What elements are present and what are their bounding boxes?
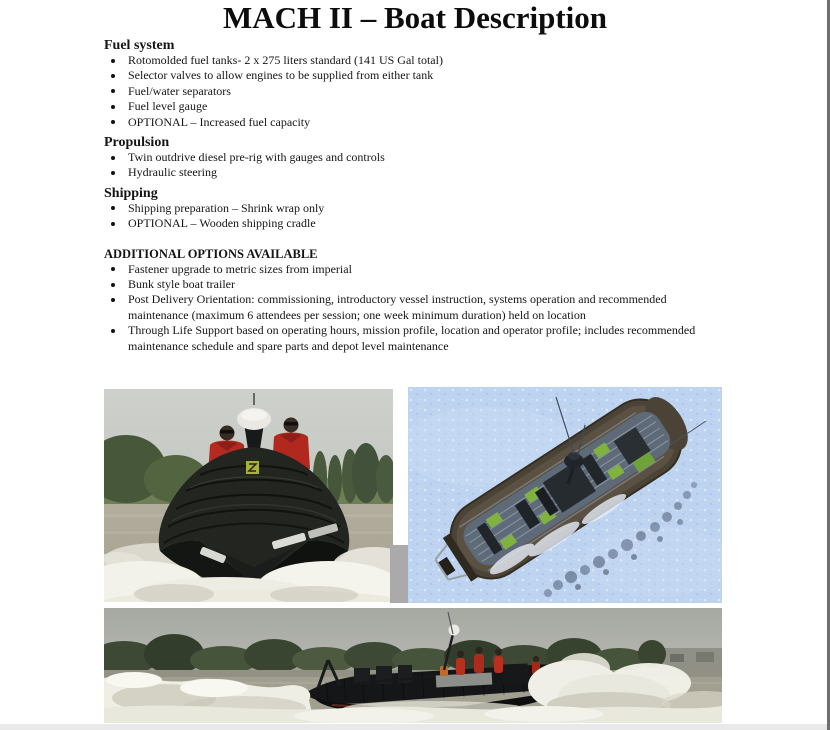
image-shadow-block bbox=[390, 545, 408, 603]
bullet-text: Fuel/water separators bbox=[128, 83, 231, 98]
bullet-icon bbox=[111, 89, 115, 93]
side-view-illustration bbox=[104, 608, 722, 723]
bullet-icon bbox=[111, 329, 115, 333]
list-item bbox=[104, 216, 704, 231]
shipping-list bbox=[104, 201, 704, 232]
bullet-text: Selector valves to allow engines to be supplied from either tank bbox=[128, 68, 434, 83]
section-heading-shipping: Shipping bbox=[104, 185, 158, 201]
bullet-text: Rotomolded fuel tanks- 2 x 275 liters standard (141 US Gal total) bbox=[128, 53, 443, 67]
bullet-icon bbox=[111, 206, 115, 210]
section-heading-additional-options: ADDITIONAL OPTIONS AVAILABLE bbox=[104, 246, 318, 261]
list-item bbox=[104, 292, 704, 323]
bullet-text: Hydraulic steering bbox=[128, 165, 217, 180]
bullet-text: Bunk style boat trailer bbox=[128, 277, 235, 292]
list-item bbox=[104, 115, 704, 130]
section-heading-propulsion: Propulsion bbox=[104, 135, 170, 151]
bullet-text: Post Delivery Orientation: commissioning, introductory vessel instruction, systems operation and recommended maintenance (maximum 6 attendees per session; one week minimum duration) held on location bbox=[128, 292, 667, 322]
helm-console bbox=[501, 663, 528, 684]
viewer-bottom-strip bbox=[0, 724, 827, 730]
bullet-icon bbox=[111, 120, 115, 124]
page-title: MACH II – Boat Description bbox=[222, 0, 608, 35]
bullet-text: Twin outdrive diesel pre-rig with gauges and controls bbox=[128, 150, 385, 165]
bullet-text: Fastener upgrade to metric sizes from imperial bbox=[128, 261, 352, 276]
bullet-text: Shipping preparation – Shrink wrap only bbox=[128, 200, 325, 215]
list-item bbox=[104, 53, 704, 68]
bullet-icon bbox=[111, 105, 115, 109]
fuel-system-list bbox=[104, 53, 704, 130]
list-item bbox=[104, 68, 704, 83]
list-item bbox=[104, 165, 704, 180]
list-item bbox=[104, 150, 704, 165]
bullet-icon bbox=[111, 222, 115, 226]
bullet-icon bbox=[111, 298, 115, 302]
bullet-text: Through Life Support based on operating hours, mission profile, location and operator profile; includes recommended maintenance schedule and spare parts and depot level maintenance bbox=[128, 323, 696, 353]
bow-view-photo bbox=[104, 389, 393, 602]
bullet-icon bbox=[111, 74, 115, 78]
bow-view-illustration bbox=[104, 389, 393, 602]
render-top-view-photo bbox=[408, 387, 722, 603]
list-item bbox=[104, 99, 704, 114]
bullet-text: Fuel level gauge bbox=[128, 99, 208, 114]
additional-options-list bbox=[104, 262, 704, 354]
bullet-icon bbox=[111, 171, 115, 175]
bullet-icon bbox=[111, 156, 115, 160]
list-item bbox=[104, 277, 704, 292]
bullet-icon bbox=[111, 267, 115, 271]
list-item bbox=[104, 262, 704, 277]
document-body bbox=[104, 35, 730, 354]
side-view-photo bbox=[104, 608, 722, 723]
bullet-text: OPTIONAL – Increased fuel capacity bbox=[128, 114, 311, 129]
section-heading-fuel-system: Fuel system bbox=[104, 38, 175, 53]
list-item bbox=[104, 323, 704, 354]
bullet-icon bbox=[111, 283, 115, 287]
propulsion-list bbox=[104, 150, 704, 181]
render-top-view-illustration bbox=[408, 387, 722, 603]
list-item bbox=[104, 201, 704, 216]
bullet-icon bbox=[111, 59, 115, 63]
list-item bbox=[104, 84, 704, 99]
bullet-text: OPTIONAL – Wooden shipping cradle bbox=[128, 216, 316, 231]
